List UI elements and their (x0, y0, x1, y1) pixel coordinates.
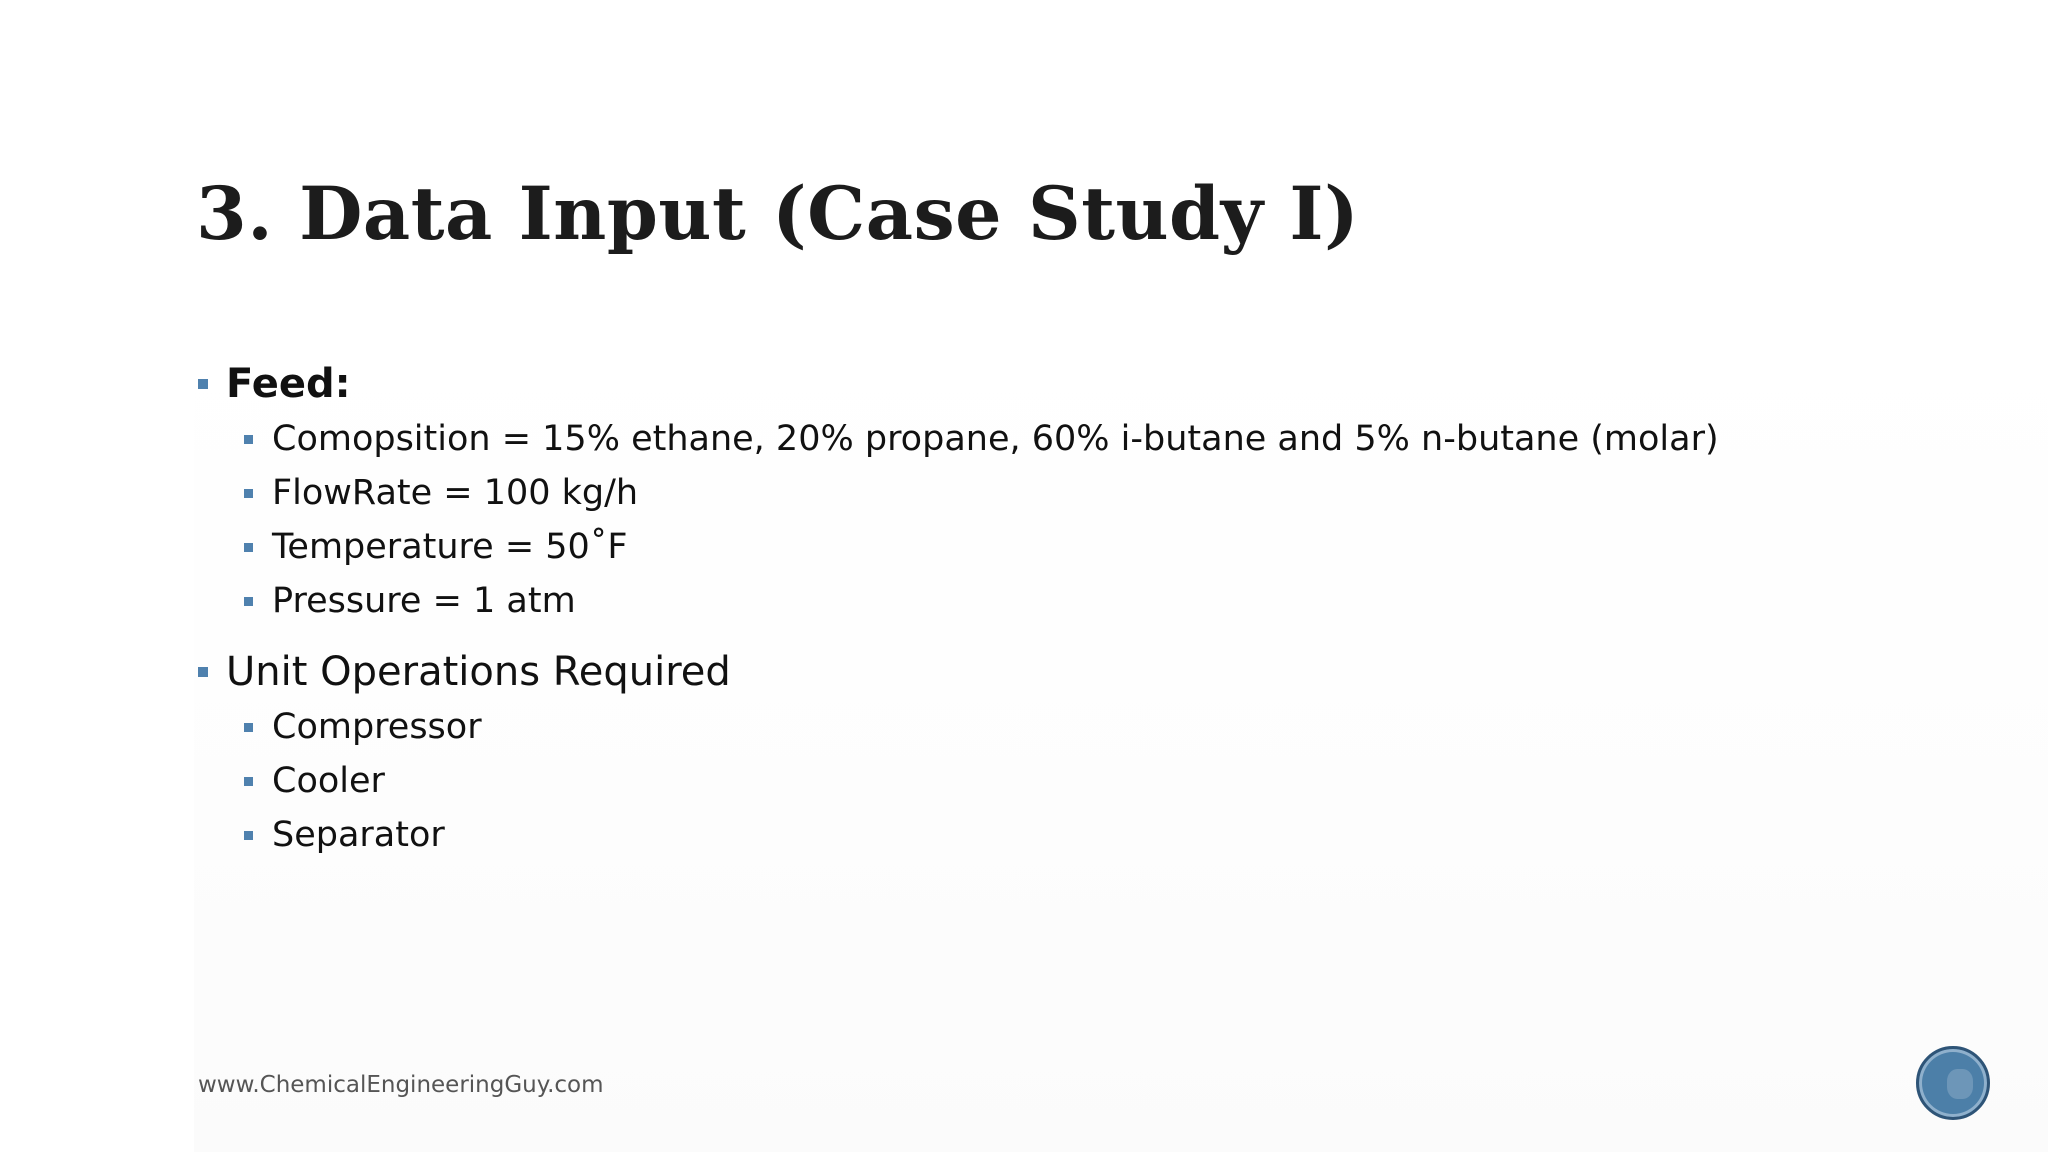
list-item-text: Compressor (272, 707, 482, 747)
square-bullet-icon (198, 379, 208, 389)
list-item (196, 700, 1719, 754)
square-bullet-icon (244, 831, 253, 840)
section-label: Unit Operations Required (226, 649, 731, 695)
logo-icon (1916, 1046, 1990, 1120)
list-item (196, 520, 1719, 574)
square-bullet-icon (244, 543, 253, 552)
section-unit-operations (196, 644, 1719, 700)
list-item (196, 412, 1719, 466)
logo-emblem (1947, 1069, 1973, 1099)
list-item-text: FlowRate = 100 kg/h (272, 473, 639, 513)
square-bullet-icon (244, 435, 253, 444)
list-item (196, 574, 1719, 628)
square-bullet-icon (244, 723, 253, 732)
list-item-text: Separator (272, 815, 445, 855)
bullet-list (196, 356, 1719, 862)
slide-title: 3. Data Input (Case Study I) (196, 171, 1360, 257)
list-item (196, 808, 1719, 862)
list-item-text: Temperature = 50˚F (272, 527, 628, 567)
section-feed (196, 356, 1719, 412)
list-item-text: Pressure = 1 atm (272, 581, 576, 621)
list-item (196, 466, 1719, 520)
footer-url: www.ChemicalEngineeringGuy.com (198, 1072, 604, 1098)
square-bullet-icon (198, 667, 208, 677)
list-item-text: Comopsition = 15% ethane, 20% propane, 60% i-butane and 5% n-butane (molar) (272, 419, 1719, 459)
square-bullet-icon (244, 597, 253, 606)
section-label: Feed: (226, 361, 351, 407)
list-item-text: Cooler (272, 761, 385, 801)
square-bullet-icon (244, 777, 253, 786)
square-bullet-icon (244, 489, 253, 498)
list-item (196, 754, 1719, 808)
